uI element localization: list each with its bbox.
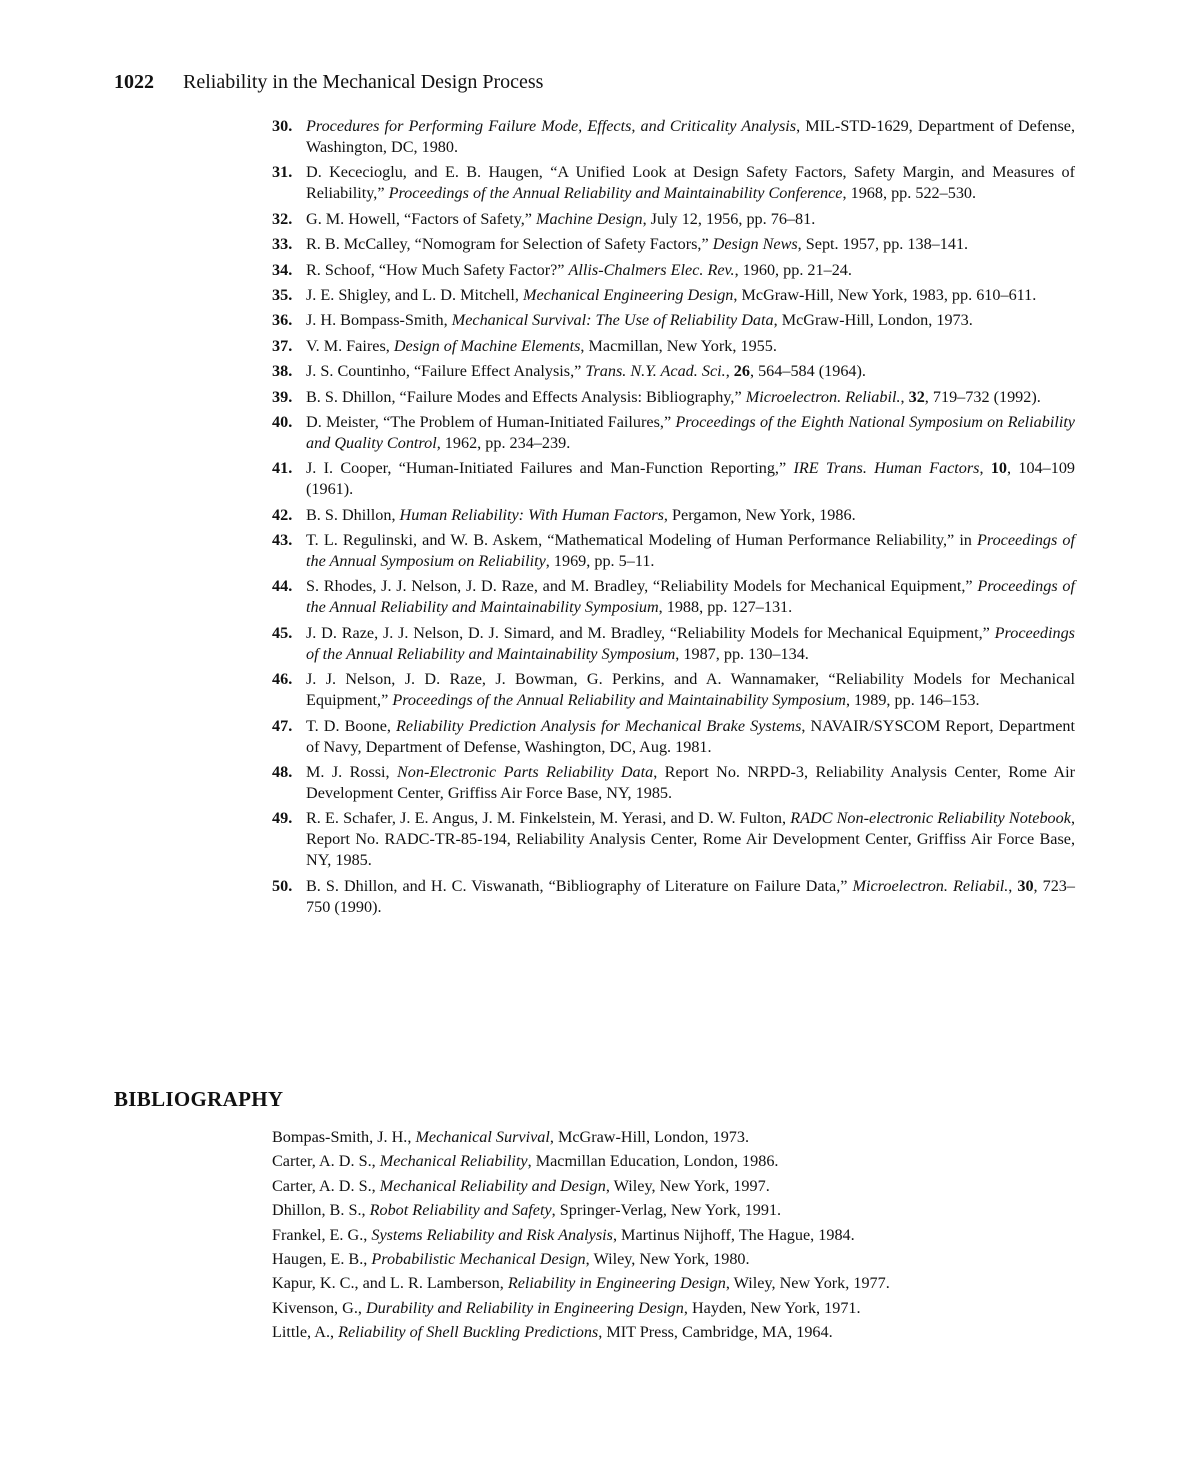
- citation-text: , 1960, pp. 21–24.: [734, 260, 852, 279]
- reference-text: [306, 311, 973, 329]
- reference-number: 31.: [272, 163, 293, 182]
- reference-text: [306, 763, 1075, 802]
- reference-text: [306, 235, 968, 253]
- citation-text: Carter, A. D. S.,: [272, 1152, 380, 1171]
- italic-title: Mechanical Survival: The Use of Reliability Data: [451, 311, 774, 330]
- reference-number: 48.: [272, 763, 293, 782]
- citation-text: , 1962, pp. 234–239.: [436, 433, 571, 452]
- reference-number: 42.: [272, 505, 293, 524]
- volume-number: 32: [908, 387, 925, 406]
- reference-item: [272, 116, 1075, 158]
- citation-text: Little, A.,: [272, 1323, 339, 1342]
- citation-text: Dhillon, B. S.,: [272, 1201, 370, 1220]
- reference-number: 41.: [272, 459, 293, 478]
- reference-text: [306, 717, 1075, 756]
- reference-item: [272, 387, 1075, 408]
- citation-text: Frankel, E. G.,: [272, 1225, 372, 1244]
- reference-number: 45.: [272, 623, 293, 642]
- citation-text: , 104–109 (1961).: [306, 459, 1076, 499]
- citation-text: J. I. Cooper, “Human-Initiated Failures and Man-Function Reporting,”: [306, 459, 794, 478]
- italic-title: Proceedings of the Eighth National Symposium on Reliability and Quality Control: [306, 412, 1075, 452]
- reference-text: [306, 362, 866, 380]
- italic-title: Machine Design: [536, 209, 643, 228]
- reference-number: 50.: [272, 876, 293, 895]
- reference-text: [306, 413, 1075, 452]
- bibliography-entry: [272, 1322, 1075, 1343]
- reference-text: [306, 506, 856, 524]
- reference-item: [272, 762, 1075, 804]
- volume-number: 26: [733, 362, 750, 381]
- italic-title: Human Reliability: With Human Factors: [399, 505, 664, 524]
- citation-text: B. S. Dhillon, and H. C. Viswanath, “Bibliography of Literature on Failure Data,”: [306, 876, 853, 895]
- italic-title: Reliability Prediction Analysis for Mechanical Brake Systems: [396, 716, 802, 735]
- reference-text: [306, 624, 1075, 663]
- reference-item: [272, 808, 1075, 871]
- citation-text: , Springer-Verlag, New York, 1991.: [551, 1201, 782, 1220]
- reference-number: 33.: [272, 235, 293, 254]
- citation-text: J. H. Bompass-Smith,: [306, 311, 452, 330]
- italic-title: IRE Trans. Human Factors: [793, 459, 980, 478]
- citation-text: Haugen, E. B.,: [272, 1249, 372, 1268]
- reference-number: 37.: [272, 336, 293, 355]
- reference-number: 32.: [272, 209, 293, 228]
- reference-text: [306, 670, 1075, 709]
- reference-number: 34.: [272, 260, 293, 279]
- citation-text: M. J. Rossi,: [306, 763, 397, 782]
- reference-number: 36.: [272, 311, 293, 330]
- reference-text: [306, 459, 1075, 498]
- reference-text: [306, 286, 1036, 304]
- citation-text: , McGraw-Hill, London, 1973.: [773, 311, 973, 330]
- reference-item: [272, 162, 1075, 204]
- reference-list: [272, 116, 1075, 922]
- italic-title: Design of Machine Elements: [393, 336, 581, 355]
- page-number: 1022: [114, 71, 154, 93]
- bibliography-entry: [272, 1298, 1075, 1319]
- italic-title: Trans. N.Y. Acad. Sci.: [585, 362, 726, 381]
- reference-number: 39.: [272, 387, 293, 406]
- italic-title: Microelectron. Reliabil.: [745, 387, 901, 406]
- citation-text: J. E. Shigley, and L. D. Mitchell,: [306, 285, 524, 304]
- citation-text: , Macmillan, New York, 1955.: [580, 336, 777, 355]
- italic-title: Proceedings of the Annual Reliability and Maintainability Symposium: [306, 577, 1076, 617]
- citation-text: B. S. Dhillon, “Failure Modes and Effects Analysis: Bibliography,”: [306, 387, 746, 406]
- reference-number: 43.: [272, 531, 293, 550]
- citation-text: G. M. Howell, “Factors of Safety,”: [306, 209, 537, 228]
- reference-item: [272, 209, 1075, 230]
- citation-text: R. E. Schafer, J. E. Angus, J. M. Finkelstein, M. Yerasi, and D. W. Fulton,: [306, 809, 791, 828]
- volume-number: 10: [990, 459, 1008, 478]
- citation-text: , MIL-STD-1629, Department of Defense, Washington, DC, 1980.: [306, 117, 1075, 156]
- reference-item: [272, 876, 1075, 918]
- reference-text: [306, 117, 1075, 156]
- citation-text: , 1987, pp. 130–134.: [675, 644, 809, 663]
- bibliography-heading: BIBLIOGRAPHY: [114, 1087, 284, 1111]
- citation-text: ,: [1008, 876, 1018, 895]
- citation-text: J. S. Countinho, “Failure Effect Analysis,”: [306, 362, 586, 381]
- reference-item: [272, 412, 1075, 454]
- citation-text: , MIT Press, Cambridge, MA, 1964.: [598, 1323, 833, 1342]
- citation-text: ,: [900, 387, 909, 406]
- citation-text: , 1989, pp. 146–153.: [845, 691, 980, 710]
- reference-item: [272, 285, 1075, 306]
- italic-title: Allis-Chalmers Elec. Rev.: [568, 260, 735, 279]
- bibliography-entry: [272, 1225, 1075, 1246]
- citation-text: , Wiley, New York, 1977.: [725, 1274, 890, 1293]
- citation-text: , Pergamon, New York, 1986.: [663, 505, 856, 524]
- citation-text: , Report No. RADC-TR-85-194, Reliability Analysis Center, Rome Air Development Center, Griffiss Air Force Base, NY, 1985.: [306, 809, 1075, 870]
- citation-text: , 564–584 (1964).: [749, 362, 866, 381]
- reference-item: [272, 505, 1075, 526]
- bibliography-entry: [272, 1151, 1075, 1172]
- italic-title: Proceedings of the Annual Reliability and Maintainability Symposium: [306, 623, 1075, 663]
- citation-text: R. B. McCalley, “Nomogram for Selection of Safety Factors,”: [306, 235, 713, 254]
- citation-text: , 1969, pp. 5–11.: [545, 552, 655, 571]
- italic-title: Durability and Reliability in Engineering Design: [365, 1298, 684, 1317]
- running-header: [114, 70, 543, 94]
- reference-text: [306, 163, 1075, 202]
- citation-text: Kivenson, G.,: [272, 1298, 366, 1317]
- citation-text: T. L. Regulinski, and W. B. Askem, “Mathematical Modeling of Human Performance Reliability,” in: [306, 531, 977, 550]
- reference-text: [306, 809, 1075, 869]
- citation-text: , 723–750 (1990).: [306, 876, 1075, 916]
- citation-text: , Report No. NRPD-3, Reliability Analysis Center, Rome Air Development Center, Griffiss Air Force Base, NY, 1985.: [306, 763, 1076, 803]
- bibliography-entry: [272, 1249, 1075, 1270]
- reference-item: [272, 669, 1075, 711]
- italic-title: Mechanical Reliability: [379, 1152, 528, 1171]
- reference-item: [272, 260, 1075, 281]
- italic-title: Probabilistic Mechanical Design: [371, 1249, 586, 1268]
- citation-text: D. Meister, “The Problem of Human-Initiated Failures,”: [306, 412, 676, 431]
- citation-text: B. S. Dhillon,: [306, 505, 400, 524]
- italic-title: Proceedings of the Annual Reliability and Maintainability Symposium: [392, 691, 846, 710]
- reference-number: 35.: [272, 285, 293, 304]
- reference-item: [272, 310, 1075, 331]
- reference-number: 47.: [272, 716, 293, 735]
- volume-number: 30: [1017, 876, 1034, 895]
- reference-item: [272, 336, 1075, 357]
- reference-text: [306, 531, 1075, 570]
- italic-title: Systems Reliability and Risk Analysis: [371, 1225, 613, 1244]
- reference-text: [306, 388, 1041, 406]
- citation-text: Kapur, K. C., and L. R. Lamberson,: [272, 1274, 508, 1293]
- citation-text: R. Schoof, “How Much Safety Factor?”: [306, 260, 569, 279]
- reference-number: 49.: [272, 809, 293, 828]
- citation-text: , NAVAIR/SYSCOM Report, Department of Navy, Department of Defense, Washington, DC, Aug. 1981.: [306, 716, 1076, 756]
- italic-title: Non-Electronic Parts Reliability Data: [397, 763, 654, 782]
- bibliography-entry: [272, 1200, 1075, 1221]
- italic-title: Reliability in Engineering Design: [507, 1274, 726, 1293]
- italic-title: Microelectron. Reliabil.: [852, 876, 1009, 895]
- citation-text: Carter, A. D. S.,: [272, 1176, 380, 1195]
- reference-text: [306, 577, 1075, 616]
- reference-number: 30.: [272, 117, 293, 135]
- bibliography-entry: [272, 1176, 1075, 1197]
- reference-item: [272, 576, 1075, 618]
- citation-text: J. D. Raze, J. J. Nelson, D. J. Simard, and M. Bradley, “Reliability Models for Mechanical Equipment,”: [306, 623, 995, 642]
- bibliography-entry: [272, 1127, 1075, 1148]
- citation-text: V. M. Faires,: [306, 336, 394, 355]
- citation-text: , Hayden, New York, 1971.: [683, 1298, 861, 1317]
- citation-text: , Sept. 1957, pp. 138–141.: [797, 235, 969, 254]
- reference-number: 46.: [272, 670, 293, 689]
- reference-text: [306, 261, 852, 279]
- reference-item: [272, 716, 1075, 758]
- reference-text: [306, 210, 815, 228]
- reference-text: [306, 877, 1075, 916]
- italic-title: Mechanical Reliability and Design: [379, 1176, 606, 1195]
- reference-item: [272, 530, 1075, 572]
- italic-title: Design News: [712, 235, 798, 254]
- italic-title: Proceedings of the Annual Symposium on Reliability: [306, 531, 1075, 571]
- reference-item: [272, 234, 1075, 255]
- citation-text: , Wiley, New York, 1980.: [585, 1249, 750, 1268]
- citation-text: , Macmillan Education, London, 1986.: [527, 1152, 779, 1171]
- citation-text: T. D. Boone,: [306, 716, 397, 735]
- citation-text: , McGraw-Hill, New York, 1983, pp. 610–611.: [733, 285, 1037, 304]
- citation-text: Bompas-Smith, J. H.,: [272, 1128, 416, 1146]
- reference-text: [306, 337, 777, 355]
- running-title: Reliability in the Mechanical Design Process: [183, 71, 544, 93]
- citation-text: ,: [979, 459, 991, 478]
- citation-text: , July 12, 1956, pp. 76–81.: [642, 209, 816, 228]
- citation-text: , 719–732 (1992).: [924, 387, 1041, 406]
- citation-text: ,: [725, 362, 734, 381]
- citation-text: S. Rhodes, J. J. Nelson, J. D. Raze, and M. Bradley, “Reliability Models for Mechanical Equipment,”: [306, 577, 978, 596]
- citation-text: , Wiley, New York, 1997.: [605, 1176, 770, 1195]
- citation-text: , McGraw-Hill, London, 1973.: [549, 1128, 750, 1146]
- italic-title: Mechanical Engineering Design: [523, 285, 734, 304]
- citation-text: D. Kececioglu, and E. B. Haugen, “A Unified Look at Design Safety Factors, Safety Margin, and Measures of Reliability,”: [306, 163, 1075, 203]
- bibliography-list: [272, 1127, 1075, 1347]
- citation-text: J. J. Nelson, J. D. Raze, J. Bowman, G. Perkins, and A. Wannamaker, “Reliability Models for Mechanical Equipment,”: [306, 670, 1075, 710]
- reference-item: [272, 623, 1075, 665]
- reference-item: [272, 361, 1075, 382]
- reference-number: 38.: [272, 362, 293, 381]
- bibliography-entry: [272, 1273, 1075, 1294]
- italic-title: Proceedings of the Annual Reliability and Maintainability Conference: [388, 184, 843, 203]
- italic-title: Procedures for Performing Failure Mode, Effects, and Criticality Analysis: [306, 117, 797, 135]
- italic-title: Robot Reliability and Safety: [369, 1201, 552, 1220]
- citation-text: , 1988, pp. 127–131.: [658, 598, 793, 617]
- citation-text: , 1968, pp. 522–530.: [842, 184, 977, 203]
- italic-title: Reliability of Shell Buckling Predictions: [338, 1323, 599, 1342]
- italic-title: Mechanical Survival: [415, 1128, 550, 1146]
- italic-title: RADC Non-electronic Reliability Notebook: [790, 809, 1071, 828]
- reference-number: 44.: [272, 577, 293, 596]
- citation-text: , Martinus Nijhoff, The Hague, 1984.: [612, 1225, 855, 1244]
- reference-item: [272, 458, 1075, 500]
- reference-number: 40.: [272, 412, 293, 431]
